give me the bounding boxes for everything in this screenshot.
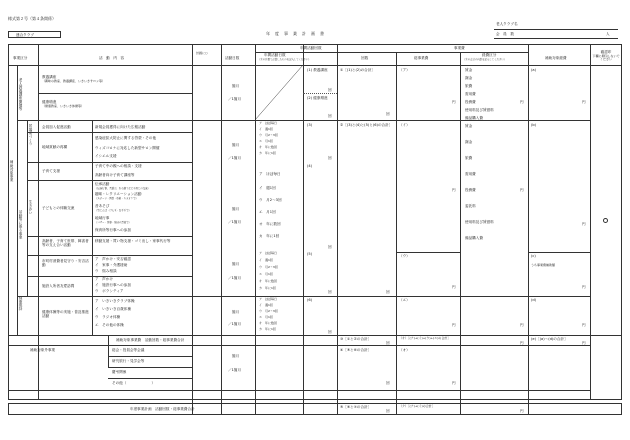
subsidy-d: (d) <box>531 298 537 302</box>
col-confirm-note: 下欄に押印しないでください <box>592 54 620 62</box>
row5-desc1: 子育て中の親への相談・支援 <box>95 164 142 168</box>
col-cost: 事業費 <box>454 46 465 50</box>
count-4: (4) <box>307 164 313 168</box>
expense-item: 委託料 <box>465 204 476 208</box>
row6-desc4-sub: （バザー・祭事・地域の清掃等） <box>95 221 131 224</box>
row7-title: 高齢者、子育て世帯、障害者等の支え合い活動 <box>42 239 89 248</box>
col-yearly-note: （左の日数で計算したものを記入してください） <box>258 58 311 61</box>
expense-item: 備品購入費 <box>465 236 483 240</box>
cat-sub-d: 健康保持 <box>19 296 24 311</box>
expense-item: 謝金 <box>465 76 473 80</box>
subtotal-count: ③［①と②の合計］ <box>340 337 372 341</box>
times-ko-3: 箇月 <box>232 207 240 211</box>
row10-desc2: イ いきいき百歳体操 <box>95 307 131 311</box>
club-name-label: 老人クラブ名 <box>496 22 518 26</box>
expense-item: 役務費 <box>465 188 476 192</box>
row5-title: 子育て支援 <box>42 169 60 173</box>
row10-desc1: ア いきいきクラブ体操 <box>95 299 135 303</box>
club-type-label: 連合クラブ <box>16 32 34 37</box>
non-cost: （オ） <box>399 348 410 352</box>
row6-desc3: 昔あそび <box>95 204 110 208</box>
freq-b: イ 週1回 <box>259 258 273 262</box>
row3-title: 会員加入促進活動 <box>42 125 71 129</box>
freq-c: ウ 月2～3回 <box>259 198 282 202</box>
grp-living: 居場所づくり <box>29 124 34 146</box>
subtotal-subsidy: (e)［(a)～(d)の合計］ <box>531 337 568 341</box>
subtotal-label: 補助対象事業費 活動回数・総事業費合計 <box>116 338 185 342</box>
col-activity: 活 動 内 容 <box>99 56 125 60</box>
row4-desc3: イシエル支援 <box>95 154 117 158</box>
grand-total-label: 年度事業計画 活動回数・総事業費合計 <box>130 407 195 411</box>
row10-desc4: エ その他の体操 <box>95 323 124 327</box>
count-unit-6: 回 <box>328 330 332 334</box>
row4-desc1: 感染症拡大防止に関する啓蒙・その他 <box>95 136 157 140</box>
freq-d: エ 月1回 <box>259 272 273 276</box>
row6-desc5: 保育所等行事への参加 <box>95 228 131 232</box>
row4-desc2: ウィズコロナに対応した新型サロン開催 <box>95 146 160 150</box>
member-unit: 人 <box>606 32 610 36</box>
non-cost-unit: 円 <box>452 381 456 385</box>
col-yearly: 年間活動回数 <box>300 46 322 50</box>
expense-item: 旅費 <box>465 84 473 88</box>
form-label: 様式第２号（第４条関係） <box>8 16 56 21</box>
col-times: 活動日数 <box>225 56 240 60</box>
freq-d: エ 月1回 <box>259 139 273 143</box>
non-count-unit: 回 <box>386 381 390 385</box>
freq-b: イ 週1回 <box>259 303 273 307</box>
row9-desc3: ウ ボランティア <box>95 289 124 293</box>
grp-leisure: 生きがい <box>29 200 34 215</box>
times-per-2: ／1箇月 <box>228 156 242 160</box>
expense-item: 需用費 <box>465 92 476 96</box>
total-1: ①［(1)と(2)の合計］ <box>340 68 375 72</box>
expense-item: 使用料及び賃借料 <box>465 220 494 224</box>
freq-a: ア ほぼ毎日 <box>259 251 278 255</box>
times-ko-4: 箇月 <box>232 262 240 266</box>
times-ko-5: 箇月 <box>232 310 240 314</box>
diagonal-slash <box>255 65 303 120</box>
grand-count-unit: 回 <box>386 409 390 413</box>
expense-item: 旅費 <box>465 156 473 160</box>
grand-cost-note: （ク）［(ア)+(イ)の合計］ <box>399 404 435 408</box>
freq-c: ウ 月2～3回 <box>259 133 278 137</box>
row8-desc3: ウ 悩み相談 <box>95 269 117 273</box>
col-subsidy: 補助対象経費 <box>545 56 567 60</box>
times-per-1: ／1箇月 <box>228 97 242 101</box>
freq-a: ア ほぼ毎日 <box>259 121 278 125</box>
count-unit-5: 回 <box>328 290 332 294</box>
col-expense-note: （左の合計の内訳を記入してください） <box>463 58 507 61</box>
freq-a: ア ほぼ毎日 <box>259 172 281 176</box>
expense-item: 謝金 <box>465 140 473 144</box>
expense-item: 賃金 <box>465 124 473 128</box>
total-2: ②［(3)と(4)と(5)と(6)の合計］ <box>340 123 393 127</box>
subtotal-cost-note: （オ）［(ア)+(イ)+(ウ)+(エ)の合計］ <box>399 336 451 340</box>
total-unit-1: 回 <box>386 112 390 116</box>
total-table <box>8 403 622 415</box>
row7-desc: 移動支援・買い物支援・ゴミ出し・家事代行等 <box>95 239 171 243</box>
row1-title: 教養講座 <box>42 75 57 79</box>
row6-desc3-sub: （竹とんぼ・けん玉・お手玉等） <box>95 209 131 212</box>
cost-c: （ウ） <box>399 254 410 258</box>
subtotal-cost-unit: 円 <box>520 341 524 345</box>
freq-e: オ 年に数回 <box>259 145 278 149</box>
cost-yen-d: 円 <box>452 323 456 327</box>
freq-a: ア ほぼ毎日 <box>259 297 278 301</box>
non-row-1: 総会・役員会等会議 <box>112 348 145 352</box>
expense-item: 需用費 <box>465 172 476 176</box>
freq-e: オ 年に数回 <box>259 321 278 325</box>
col-total-cost: 総事業費 <box>414 56 429 60</box>
subsidy-yen-1: 円 <box>582 100 586 104</box>
count-unit-4: 回 <box>328 245 332 249</box>
cost-yen-a: 円 <box>452 100 456 104</box>
subsidy-c: (c) <box>531 254 536 258</box>
freq-e: オ 年に数回 <box>259 222 281 226</box>
row10-desc3: ウ ラジオ体操 <box>95 315 121 319</box>
cost-yen-b: 円 <box>452 188 456 192</box>
freq-f: カ 年に1回 <box>259 234 280 238</box>
non-row-3: 慶弔関係 <box>112 370 127 374</box>
non-row-4: その他（ ） <box>112 381 156 385</box>
total-unit-2: 回 <box>386 290 390 294</box>
row9-desc1: ア 声かけ <box>95 277 113 281</box>
col-count: 回数 <box>361 56 369 60</box>
col-expense: 経費区分 <box>482 53 497 57</box>
confirm-stamp-mark <box>603 218 608 223</box>
row2-title: 健康増進 <box>42 100 57 104</box>
cost-a: （ア） <box>399 68 410 72</box>
non-total-count: ④［⑤と⑥の合計］ <box>340 348 372 352</box>
freq-d: エ 月1回 <box>259 315 273 319</box>
subsidy-b: (b) <box>531 123 537 127</box>
freq-e: オ 年に数回 <box>259 279 278 283</box>
expense-yen-2: 円 <box>520 188 524 192</box>
times-ko-2: 箇月 <box>232 143 240 147</box>
times-ko-6: 箇月 <box>232 354 240 358</box>
row8-desc1: ア 声かけ・安否確認 <box>95 257 131 261</box>
count-3: (3) <box>307 123 313 127</box>
cost-d: （エ） <box>399 298 410 302</box>
count-unit-1: 回 <box>328 88 332 92</box>
row9-title: 施設入所者友愛訪問 <box>42 284 75 288</box>
freq-b: イ 週1回 <box>259 186 276 190</box>
cost-b: （イ） <box>399 123 410 127</box>
expense-item: 役務費 <box>465 100 476 104</box>
subsidy-note: うち事業費補助額 <box>531 263 556 267</box>
freq-f: カ 年に1回 <box>259 151 276 155</box>
subsidy-yen-3: 円 <box>582 285 586 289</box>
expense-item: 備品購入費 <box>465 116 483 120</box>
row10-title: 健康体操等の実施・普及推進活動 <box>42 310 89 319</box>
expense-yen-3: 円 <box>520 323 524 327</box>
count-unit-3: 回 <box>328 156 332 160</box>
grand-total-count: ⑤［⑥と⑦の合計］ <box>340 405 372 409</box>
freq-f: カ 年に1回 <box>259 327 276 331</box>
times-per-3: ／1箇月 <box>228 220 242 224</box>
freq-d: エ 月1回 <box>259 210 276 214</box>
col-yearly-days: 年間活動日数 <box>264 53 286 57</box>
row6-desc1-sub: （伝統行事、昔遊び、わら細工など子供との交流） <box>95 187 150 190</box>
grand-cost-unit: 円 <box>520 409 524 413</box>
row2-desc: （健康教室、いきいき体操等） <box>42 104 85 108</box>
count-2: (2) 健康増進 <box>307 96 328 100</box>
row6-desc1: 伝承活動 <box>95 182 110 186</box>
row8-title: 市町村消費者見守り・安否活動 <box>42 259 89 268</box>
row4-title: 地域貢献の再構 <box>42 145 68 149</box>
col-category: 事業区分 <box>13 56 28 60</box>
cat-sub-a: 老人教養講座開催等 <box>19 78 24 111</box>
row1-desc: （趣味の教室、教養講座、いきいきサロン等） <box>42 79 106 83</box>
subsidy-a: (a) <box>531 68 537 72</box>
times-per-6: ／1箇月 <box>228 368 242 372</box>
times-ko-1: 箇月 <box>232 84 240 88</box>
row3-desc: 新規会員獲得に向けた広報活動 <box>95 125 146 129</box>
row9-desc2: イ 施設行事への参加 <box>95 283 131 287</box>
freq-b: イ 週1回 <box>259 127 273 131</box>
freq-f: カ 年に1回 <box>259 286 276 290</box>
times-per-4: ／1箇月 <box>228 276 242 280</box>
cost-yen-c: 円 <box>452 285 456 289</box>
subtotal-count-unit: 回 <box>386 341 390 345</box>
col-confirm: 確認印 <box>600 50 612 54</box>
row8-desc2: イ 家事・介護援助 <box>95 263 128 267</box>
count-6: (6) <box>307 298 313 302</box>
cat-main: 補助対象事業 <box>10 160 15 182</box>
times-per-5: ／1箇月 <box>228 322 242 326</box>
count-1: (1) 教養講座 <box>307 68 328 72</box>
col-plan: 計画に○ <box>196 51 208 55</box>
row6-desc4: 地域行事 <box>95 216 110 220</box>
cat-sub-b: 活動等に係る事業 <box>19 210 24 239</box>
freq-c: ウ 月2～3回 <box>259 265 278 269</box>
count-unit-2: 回 <box>328 114 332 118</box>
member-count-label: 会 員 数 <box>496 32 514 36</box>
count-5: (5) <box>307 252 313 256</box>
row6-desc2-sub: （スポーツ・囲碁・将棋・カラオケ等） <box>95 197 138 200</box>
row5-desc2: 高齢者向け子育て講座等 <box>95 173 135 177</box>
page-title: 年 度 事 業 計 画 書 <box>266 31 325 36</box>
expense-yen-1: 円 <box>520 100 524 104</box>
subtotal-subsidy-unit: 円 <box>582 341 586 345</box>
expense-item: 賃金 <box>465 68 473 72</box>
non-subsidy-label: 補助対象外事業 <box>30 348 56 352</box>
row6-desc2: 趣味・レクリエーション活動 <box>95 192 142 196</box>
non-row-2: 研究旅行・見学会等 <box>112 359 145 363</box>
freq-c: ウ 月2～3回 <box>259 309 278 313</box>
subsidy-yen-2: 円 <box>582 222 586 226</box>
expense-item: 使用料及び賃借料 <box>465 108 494 112</box>
subsidy-yen-4: 円 <box>582 323 586 327</box>
row6-title: 子どもとの体験交流 <box>42 206 75 210</box>
